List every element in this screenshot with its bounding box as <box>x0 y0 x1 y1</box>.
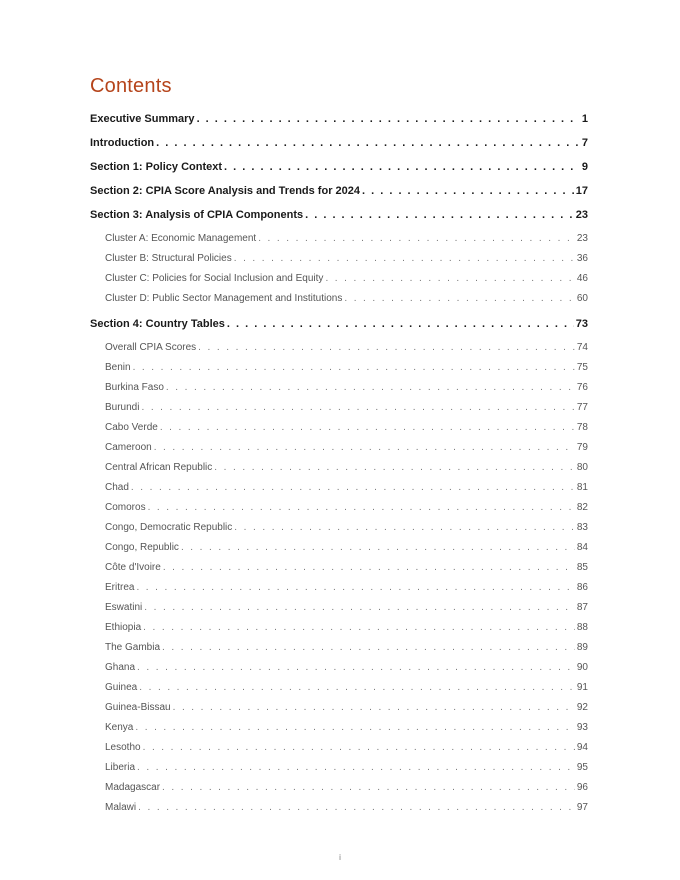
table-of-contents <box>90 113 588 827</box>
toc-entry-page-number: 7 <box>581 137 588 149</box>
toc-entry-page-number: 95 <box>576 762 588 773</box>
toc-entry-label: The Gambia <box>105 642 161 653</box>
toc-entry-label: Cluster D: Public Sector Management and Institutions <box>105 293 343 304</box>
toc-entry-label: Eswatini <box>105 602 143 613</box>
dot-leader <box>305 209 574 221</box>
toc-entry-page-number: 79 <box>576 442 588 453</box>
toc-entry-page-number: 76 <box>576 382 588 393</box>
toc-subsection-entry[interactable] <box>90 253 588 273</box>
toc-subsection-entry[interactable] <box>90 602 588 622</box>
toc-entry-label: Guinea <box>105 682 138 693</box>
toc-entry-label: Introduction <box>90 137 155 149</box>
dot-leader <box>144 602 575 613</box>
toc-entry-page-number: 87 <box>576 602 588 613</box>
toc-subsection-entry[interactable] <box>90 293 588 313</box>
dot-leader <box>258 233 575 244</box>
dot-leader <box>214 462 575 473</box>
dot-leader <box>362 185 574 197</box>
dot-leader <box>181 542 575 553</box>
dot-leader <box>197 113 580 125</box>
page-number: i <box>339 853 341 862</box>
dot-leader <box>133 362 575 373</box>
toc-entry-label: Ghana <box>105 662 136 673</box>
toc-subsection-entry[interactable] <box>90 522 588 542</box>
dot-leader <box>162 642 575 653</box>
toc-subsection-entry[interactable] <box>90 542 588 562</box>
toc-entry-label: Section 4: Country Tables <box>90 318 225 330</box>
toc-entry-page-number: 88 <box>576 622 588 633</box>
toc-entry-page-number: 1 <box>581 113 588 125</box>
toc-subsection-entry[interactable] <box>90 482 588 502</box>
dot-leader <box>224 161 580 173</box>
toc-entry-page-number: 78 <box>576 422 588 433</box>
dot-leader <box>154 442 575 453</box>
toc-entry-page-number: 97 <box>576 802 588 813</box>
toc-section-entry[interactable] <box>90 318 588 342</box>
toc-entry-label: Benin <box>105 362 131 373</box>
page-title: Contents <box>90 75 172 97</box>
toc-subsection-entry[interactable] <box>90 742 588 762</box>
toc-subsection-entry[interactable] <box>90 273 588 293</box>
toc-entry-label: Chad <box>105 482 129 493</box>
toc-subsection-entry[interactable] <box>90 502 588 522</box>
dot-leader <box>136 582 574 593</box>
toc-entry-label: Burundi <box>105 402 140 413</box>
toc-subsection-entry[interactable] <box>90 462 588 482</box>
toc-entry-page-number: 23 <box>576 233 588 244</box>
dot-leader <box>139 682 575 693</box>
dot-leader <box>138 802 575 813</box>
toc-section-entry[interactable] <box>90 113 588 137</box>
toc-section-entry[interactable] <box>90 209 588 233</box>
toc-entry-label: Section 2: CPIA Score Analysis and Trends for 2024 <box>90 185 360 197</box>
toc-entry-label: Section 3: Analysis of CPIA Components <box>90 209 304 221</box>
toc-entry-label: Lesotho <box>105 742 141 753</box>
dot-leader <box>160 422 575 433</box>
toc-entry-page-number: 90 <box>576 662 588 673</box>
dot-leader <box>137 762 575 773</box>
toc-entry-page-number: 77 <box>576 402 588 413</box>
toc-entry-label: Cluster B: Structural Policies <box>105 253 232 264</box>
toc-entry-label: Congo, Republic <box>105 542 179 553</box>
dot-leader <box>344 293 575 304</box>
toc-subsection-entry[interactable] <box>90 642 588 662</box>
toc-entry-label: Burkina Faso <box>105 382 164 393</box>
toc-section-entry[interactable] <box>90 185 588 209</box>
toc-entry-label: Overall CPIA Scores <box>105 342 197 353</box>
dot-leader <box>131 482 575 493</box>
dot-leader <box>137 662 575 673</box>
dot-leader <box>198 342 575 353</box>
toc-entry-page-number: 73 <box>575 318 588 330</box>
toc-entry-page-number: 83 <box>576 522 588 533</box>
toc-entry-label: Cameroon <box>105 442 152 453</box>
toc-entry-page-number: 36 <box>576 253 588 264</box>
toc-entry-label: Guinea-Bissau <box>105 702 171 713</box>
toc-subsection-entry[interactable] <box>90 782 588 802</box>
toc-entry-page-number: 80 <box>576 462 588 473</box>
dot-leader <box>143 622 575 633</box>
toc-entry-page-number: 93 <box>576 722 588 733</box>
toc-entry-label: Cluster C: Policies for Social Inclusion and Equity <box>105 273 324 284</box>
toc-subsection-entry[interactable] <box>90 702 588 722</box>
toc-entry-label: Cabo Verde <box>105 422 158 433</box>
toc-subsection-entry[interactable] <box>90 233 588 253</box>
toc-entry-page-number: 9 <box>581 161 588 173</box>
toc-entry-page-number: 74 <box>576 342 588 353</box>
toc-subsection-entry[interactable] <box>90 382 588 402</box>
toc-subsection-entry[interactable] <box>90 562 588 582</box>
toc-subsection-entry[interactable] <box>90 422 588 442</box>
toc-entry-page-number: 85 <box>576 562 588 573</box>
toc-entry-page-number: 81 <box>576 482 588 493</box>
toc-entry-label: Ethiopia <box>105 622 142 633</box>
toc-subsection-entry[interactable] <box>90 402 588 422</box>
toc-entry-page-number: 91 <box>576 682 588 693</box>
toc-entry-label: Cluster A: Economic Management <box>105 233 257 244</box>
dot-leader <box>156 137 580 149</box>
toc-entry-label: Liberia <box>105 762 136 773</box>
dot-leader <box>166 382 575 393</box>
toc-section-entry[interactable] <box>90 137 588 161</box>
dot-leader <box>148 502 575 513</box>
toc-entry-page-number: 17 <box>575 185 588 197</box>
toc-entry-page-number: 75 <box>576 362 588 373</box>
toc-section-entry[interactable] <box>90 161 588 185</box>
toc-subsection-entry[interactable] <box>90 722 588 742</box>
dot-leader <box>325 273 574 284</box>
dot-leader <box>135 722 575 733</box>
toc-subsection-entry[interactable] <box>90 442 588 462</box>
toc-entry-page-number: 46 <box>576 273 588 284</box>
toc-entry-page-number: 84 <box>576 542 588 553</box>
toc-entry-page-number: 89 <box>576 642 588 653</box>
section-spacer <box>90 822 588 827</box>
toc-subsection-entry[interactable] <box>90 682 588 702</box>
dot-leader <box>227 318 574 330</box>
toc-entry-label: Kenya <box>105 722 134 733</box>
toc-entry-label: Comoros <box>105 502 146 513</box>
toc-entry-page-number: 96 <box>576 782 588 793</box>
toc-entry-label: Executive Summary <box>90 113 195 125</box>
dot-leader <box>163 562 575 573</box>
toc-subsection-entry[interactable] <box>90 582 588 602</box>
dot-leader <box>143 742 575 753</box>
toc-entry-page-number: 60 <box>576 293 588 304</box>
toc-subsection-entry[interactable] <box>90 662 588 682</box>
toc-entry-page-number: 94 <box>576 742 588 753</box>
toc-entry-label: Côte d'Ivoire <box>105 562 161 573</box>
toc-subsection-entry[interactable] <box>90 342 588 362</box>
toc-entry-page-number: 86 <box>576 582 588 593</box>
dot-leader <box>234 522 575 533</box>
dot-leader <box>173 702 575 713</box>
toc-entry-label: Eritrea <box>105 582 135 593</box>
toc-entry-label: Malawi <box>105 802 137 813</box>
toc-subsection-entry[interactable] <box>90 762 588 782</box>
toc-entry-label: Congo, Democratic Republic <box>105 522 233 533</box>
toc-entry-page-number: 92 <box>576 702 588 713</box>
toc-subsection-entry[interactable] <box>90 802 588 822</box>
toc-subsection-entry[interactable] <box>90 622 588 642</box>
toc-entry-label: Section 1: Policy Context <box>90 161 223 173</box>
toc-entry-label: Madagascar <box>105 782 161 793</box>
dot-leader <box>141 402 574 413</box>
dot-leader <box>162 782 575 793</box>
dot-leader <box>234 253 575 264</box>
toc-entry-page-number: 82 <box>576 502 588 513</box>
toc-subsection-entry[interactable] <box>90 362 588 382</box>
toc-entry-page-number: 23 <box>575 209 588 221</box>
toc-entry-label: Central African Republic <box>105 462 213 473</box>
